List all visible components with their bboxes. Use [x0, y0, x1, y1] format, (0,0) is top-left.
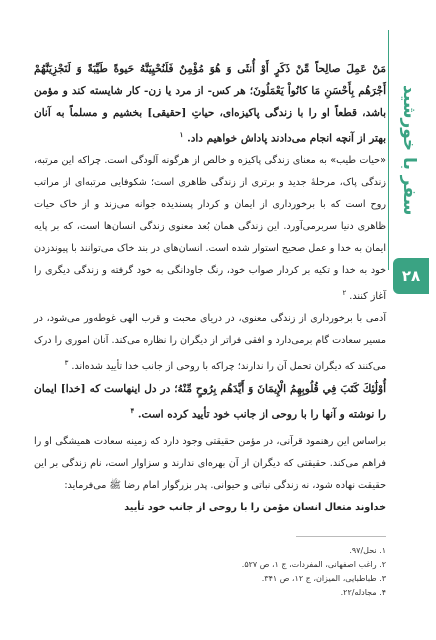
- hadith-heading: خداوند متعال انسان مؤمن را با روحی از جانب خود تأیید: [124, 502, 386, 514]
- footnote-ref-2: ۲: [342, 288, 347, 297]
- footnote-3: ۳. طباطبایی، المیزان، ج ۱۲، ص ۳۴۱.: [261, 574, 386, 583]
- page-number-badge: ۲۸: [393, 258, 429, 294]
- footnote-1: ۱. نحل/۹۷.: [349, 546, 386, 555]
- paragraph-1-text: «حیات طیب» به معنای زندگی پاکیزه و خالص از هرگونه آلودگی است. چراکه این مرتبه، زندگی پاک، مرحلهٔ جدید و برتری از زندگی ظاهری است؛ شکوفایی مرتبه‌ای از مراتب روح است که با برخورداری از ایمان و کردار پسندیده جوانه می‌زند و از خاک حیات ظاهری دنیا سربرمی‌آورد. این زندگی همان بُعد معنوی زندگی انسان‌ها است، که بر پایه ایمان به خدا و عمل صحیح استوار شده است. انسان‌های در بند خاک می‌توانند با پیوندزدن خود به خدا و تکیه بر کردار صواب خود، رنگ جاودانگی به خود گرفته و زندگی دیگری را آغاز کنند.: [34, 154, 386, 302]
- footnote-divider: [296, 536, 386, 537]
- quran-verse-2: [34, 378, 386, 426]
- side-divider: [388, 30, 389, 270]
- footnote-4: ۴. مجادله/۲۲.: [340, 588, 386, 597]
- verse-translation: هر کس- از مرد یا زن- کار شایسته کند و مؤمن باشد، قطعاً او را با زندگی پاکیزه‌ای، حیاتِ [حقیقی] بخشیم و مسلماً به آنان بهتر از آنچه انجام می‌دادند پاداش خواهیم داد.: [34, 85, 386, 145]
- footnote-ref-4: ۴: [130, 405, 135, 415]
- paragraph-2: [34, 308, 386, 378]
- paragraph-3: براساس این رهنمود قرآنی، در مؤمن حقیقتی وجود دارد که زمینه سعادت همیشگی او را فراهم می‌کند. حقیقتی که دیگران از آن بهره‌ای ندارند و سزاوار است، نام زندگی بر این حقیقت نهاده شود، نه زندگی نباتی و حیوانی. پدر بزرگوار امام رضا ﷺ می‌فرماید:: [34, 436, 386, 492]
- main-text: [34, 58, 386, 519]
- book-side-title: سفر با خورشید: [399, 84, 419, 216]
- verse2-arabic: أُوْلَٰئِكَ كَتَبَ فِي قُلُوبِهِمُ الْإِيمَانَ وَ أَيَّدَهُم بِرُوحٍ مِّنْهُ؛: [174, 382, 386, 395]
- footnote-2: ۲. راغب اصفهانی، المفردات، ج ۱، ص ۵۲۷.: [241, 560, 386, 569]
- paragraph-2-text: آدمی با برخورداری از زندگی معنوی، در دریای محبت و قرب الهی غوطه‌ور می‌شود، در مسیر سعادت گام برمی‌دارد و افقی فراتر از دیگران را نظاره می‌کند. آنان اموری را درک می‌کنند که دیگران تحمل آن را ندارند؛ چراکه با روحی از جانب خدا تأیید شده‌اند.: [34, 312, 386, 372]
- paragraph-1: [34, 150, 386, 308]
- footnote-ref-1: ۱: [179, 130, 184, 139]
- verse2-translation: در دل اینهاست که [خدا] ایمان را نوشته و آنها را با روحی از جانب خود تأیید کرده است.: [34, 382, 386, 421]
- quran-verse-1: [34, 58, 386, 150]
- verse-arabic: مَنْ عَمِلَ صالِحاً مِّنْ ذَكَرٍ أَوْ أُنثَى وَ هُوَ مُؤْمِنٌ فَلَنُحْيِيَنَّهُ حَيوةً طَيِّبَةً وَ لَنَجْزِيَنَّهُمْ أَجْرَهُم بِأَحْسَنِ مَا كانُواْ يَعْمَلُونَ؛: [34, 63, 386, 97]
- footnotes: [34, 544, 386, 600]
- footnote-ref-3: ۳: [64, 358, 69, 367]
